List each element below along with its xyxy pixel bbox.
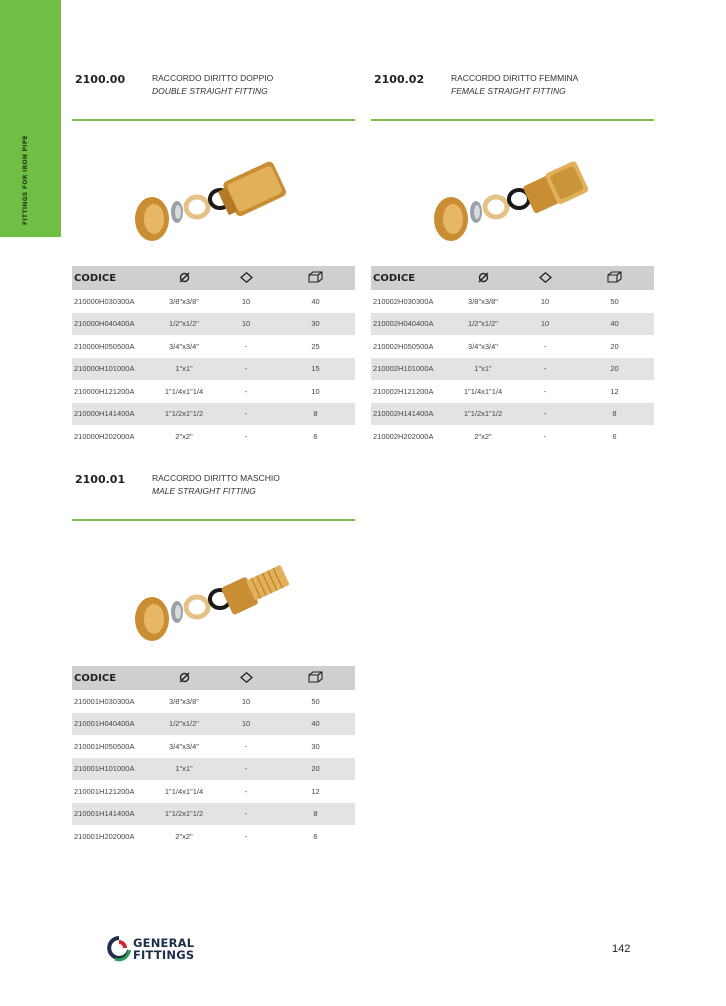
cell-article-code: 210002H101000A: [373, 364, 434, 374]
cell-size: 3/8"x3/8": [468, 296, 498, 306]
cell-size: 3/4"x3/4": [169, 741, 199, 751]
cell-article-code: 210001H121200A: [74, 786, 135, 796]
cell-size: 1"x1": [474, 364, 492, 374]
cell-hex: 10: [241, 696, 251, 706]
cell-size: 3/4"x3/4": [169, 341, 199, 351]
table-row: [371, 403, 654, 426]
cell-box-qty: 8: [313, 409, 318, 419]
cell-box-qty: 50: [311, 696, 320, 706]
cell-article-code: 210001H141400A: [74, 809, 135, 819]
cell-box-qty: 12: [311, 786, 320, 796]
cell-article-code: 210002H040400A: [373, 319, 434, 329]
table-row: [72, 713, 355, 736]
cell-box-qty: 8: [313, 809, 318, 819]
cell-hex: -: [543, 431, 547, 441]
table-row: [371, 335, 654, 358]
table-row: [72, 825, 355, 848]
table-row: [371, 425, 654, 448]
cell-article-code: 210001H101000A: [74, 764, 135, 774]
header-codice: CODICE: [74, 672, 117, 684]
cell-size: 2"x2": [474, 431, 492, 441]
diameter-icon: [179, 672, 190, 685]
cell-box-qty: 25: [311, 341, 320, 351]
cell-size: 1"1/2x1"1/2: [164, 409, 204, 419]
table-header: [371, 266, 654, 290]
product-table: [72, 266, 355, 448]
cell-size: 1"x1": [175, 764, 193, 774]
cell-box-qty: 6: [313, 431, 318, 441]
product-name-italian: RACCORDO DIRITTO MASCHIO: [152, 473, 280, 483]
table-row: [72, 690, 355, 713]
cell-article-code: 210001H202000A: [74, 831, 135, 841]
product-name-english: MALE STRAIGHT FITTING: [152, 486, 256, 496]
cell-article-code: 210002H141400A: [373, 409, 434, 419]
cell-size: 1"1/4x1"1/4: [463, 386, 503, 396]
product-table: [72, 666, 355, 848]
cell-article-code: 210002H202000A: [373, 431, 434, 441]
product-code: 2100.02: [374, 73, 425, 86]
table-row: [72, 758, 355, 781]
cell-box-qty: 12: [610, 386, 619, 396]
cell-hex: -: [244, 364, 248, 374]
hex-size-icon: [240, 672, 253, 685]
table-row: [72, 735, 355, 758]
table-header: [72, 266, 355, 290]
cell-size: 1"x1": [175, 364, 193, 374]
table-row: [371, 380, 654, 403]
cell-box-qty: 30: [311, 741, 320, 751]
cell-article-code: 210000H101000A: [74, 364, 135, 374]
table-row: [371, 290, 654, 313]
cell-hex: -: [244, 831, 248, 841]
cell-box-qty: 20: [610, 364, 619, 374]
table-row: [72, 780, 355, 803]
cell-size: 3/8"x3/8": [169, 296, 199, 306]
header-codice: CODICE: [373, 272, 416, 284]
cell-article-code: 210000H202000A: [74, 431, 135, 441]
cell-article-code: 210000H030300A: [74, 296, 135, 306]
table-row: [72, 425, 355, 448]
product-section-double-straight: [72, 73, 355, 453]
cell-size: 1/2"x1/2": [169, 719, 199, 729]
cell-article-code: 210002H050500A: [373, 341, 434, 351]
cell-hex: -: [244, 764, 248, 774]
side-category-tab: [0, 0, 61, 237]
diameter-icon: [179, 272, 190, 285]
table-row: [371, 313, 654, 336]
cell-box-qty: 10: [311, 386, 320, 396]
section-divider: [371, 119, 654, 121]
cell-article-code: 210000H121200A: [74, 386, 135, 396]
cell-box-qty: 15: [311, 364, 320, 374]
table-row: [371, 358, 654, 381]
hex-size-icon: [539, 272, 552, 285]
cell-hex: 10: [241, 319, 251, 329]
cell-hex: 10: [540, 319, 550, 329]
section-divider: [72, 519, 355, 521]
cell-box-qty: 40: [311, 296, 320, 306]
hex-size-icon: [240, 272, 253, 285]
section-divider: [72, 119, 355, 121]
cell-article-code: 210001H050500A: [74, 741, 135, 751]
table-header: [72, 666, 355, 690]
cell-box-qty: 40: [311, 719, 320, 729]
cell-hex: 10: [241, 296, 251, 306]
table-row: [72, 358, 355, 381]
cell-box-qty: 40: [610, 319, 619, 329]
cell-article-code: 210000H141400A: [74, 409, 135, 419]
product-name-italian: RACCORDO DIRITTO FEMMINA: [451, 73, 579, 83]
cell-size: 3/4"x3/4": [468, 341, 498, 351]
cell-size: 1"1/4x1"1/4: [164, 386, 204, 396]
table-row: [72, 313, 355, 336]
logo-mark-icon: [106, 935, 132, 963]
product-code: 2100.00: [75, 73, 126, 86]
cell-size: 1/2"x1/2": [169, 319, 199, 329]
product-name-italian: RACCORDO DIRITTO DOPPIO: [152, 73, 274, 83]
box-quantity-icon: [308, 271, 323, 285]
cell-hex: -: [244, 431, 248, 441]
table-row: [72, 335, 355, 358]
cell-box-qty: 20: [610, 341, 619, 351]
cell-hex: -: [543, 364, 547, 374]
cell-box-qty: 8: [612, 409, 617, 419]
cell-hex: -: [244, 786, 248, 796]
cell-hex: -: [244, 386, 248, 396]
table-row: [72, 290, 355, 313]
side-tab-label: FITTINGS FOR IRON PIPE: [22, 135, 29, 225]
cell-box-qty: 6: [313, 831, 318, 841]
product-section-male-straight: [72, 473, 355, 853]
cell-box-qty: 50: [610, 296, 619, 306]
cell-size: 1"1/2x1"1/2: [164, 809, 204, 819]
logo-text-line1: GENERAL: [133, 936, 195, 950]
cell-box-qty: 6: [612, 431, 617, 441]
product-photo: [132, 129, 302, 259]
cell-hex: 10: [540, 296, 550, 306]
cell-box-qty: 20: [311, 764, 320, 774]
diameter-icon: [478, 272, 489, 285]
cell-hex: 10: [241, 719, 251, 729]
box-quantity-icon: [607, 271, 622, 285]
product-photo: [132, 529, 302, 659]
cell-size: 2"x2": [175, 831, 193, 841]
product-code: 2100.01: [75, 473, 126, 486]
logo-text-line2: FITTINGS: [133, 948, 195, 962]
page-number: 142: [612, 943, 631, 955]
cell-size: 1/2"x1/2": [468, 319, 498, 329]
cell-article-code: 210001H030300A: [74, 696, 135, 706]
product-photo: [431, 129, 601, 259]
table-row: [72, 380, 355, 403]
cell-size: 3/8"x3/8": [169, 696, 199, 706]
product-table: [371, 266, 654, 448]
cell-size: 2"x2": [175, 431, 193, 441]
cell-hex: -: [543, 341, 547, 351]
cell-article-code: 210000H050500A: [74, 341, 135, 351]
product-section-female-straight: [371, 73, 654, 453]
cell-box-qty: 30: [311, 319, 320, 329]
header-codice: CODICE: [74, 272, 117, 284]
cell-article-code: 210000H040400A: [74, 319, 135, 329]
table-row: [72, 403, 355, 426]
table-row: [72, 803, 355, 826]
cell-article-code: 210002H030300A: [373, 296, 434, 306]
cell-article-code: 210002H121200A: [373, 386, 434, 396]
cell-hex: -: [244, 741, 248, 751]
product-name-english: FEMALE STRAIGHT FITTING: [451, 86, 566, 96]
cell-size: 1"1/4x1"1/4: [164, 786, 204, 796]
cell-hex: -: [543, 409, 547, 419]
cell-hex: -: [244, 341, 248, 351]
cell-size: 1"1/2x1"1/2: [463, 409, 503, 419]
box-quantity-icon: [308, 671, 323, 685]
cell-article-code: 210001H040400A: [74, 719, 135, 729]
general-fittings-logo: [106, 935, 216, 965]
cell-hex: -: [244, 809, 248, 819]
product-name-english: DOUBLE STRAIGHT FITTING: [152, 86, 268, 96]
cell-hex: -: [543, 386, 547, 396]
cell-hex: -: [244, 409, 248, 419]
